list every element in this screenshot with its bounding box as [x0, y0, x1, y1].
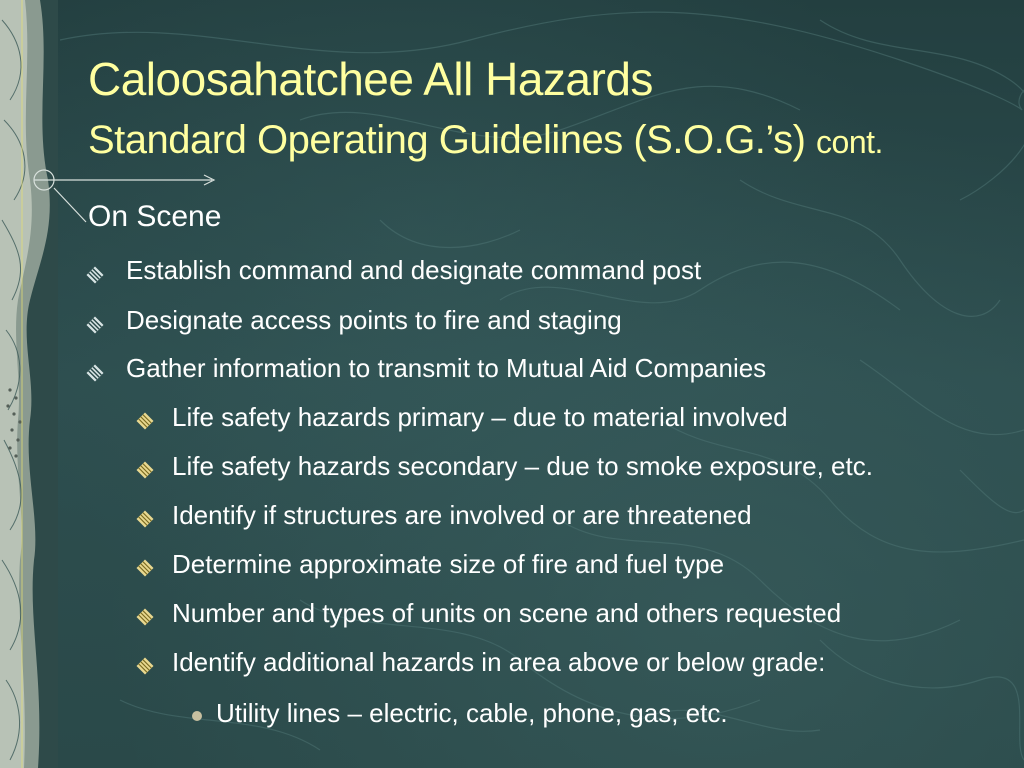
striped-diamond-icon — [86, 266, 104, 284]
list-item: Designate access points to fire and staging — [126, 305, 622, 335]
subtitle-cont: cont. — [816, 124, 883, 160]
striped-diamond-icon — [86, 364, 104, 382]
subtitle-main: Standard Operating Guidelines (S.O.G.’s) — [88, 118, 806, 162]
gold-diamond-icon — [136, 657, 154, 675]
gold-diamond-icon — [136, 510, 154, 528]
gold-diamond-icon — [136, 461, 154, 479]
list-item: Identify additional hazards in area above or below grade: — [172, 647, 826, 677]
gold-diamond-icon — [136, 608, 154, 626]
map-strip-decoration — [0, 0, 58, 768]
list-item: Gather information to transmit to Mutual Aid Companies — [126, 353, 767, 383]
round-dot-icon — [192, 711, 202, 721]
list-item: Determine approximate size of fire and fuel type — [172, 549, 725, 579]
gold-diamond-icon — [136, 412, 154, 430]
slide-subtitle — [88, 118, 883, 163]
list-item: Number and types of units on scene and others requested — [172, 598, 842, 628]
section-heading: On Scene — [88, 200, 222, 233]
list-item: Establish command and designate command post — [126, 255, 702, 285]
gold-diamond-icon — [136, 559, 154, 577]
list-item: Identify if structures are involved or are threatened — [172, 500, 752, 530]
list-item: Life safety hazards secondary – due to smoke exposure, etc. — [172, 451, 873, 481]
list-item: Life safety hazards primary – due to material involved — [172, 402, 788, 432]
slide-title: Caloosahatchee All Hazards — [88, 53, 653, 105]
list-item: Utility lines – electric, cable, phone, gas, etc. — [216, 698, 728, 728]
striped-diamond-icon — [86, 316, 104, 334]
